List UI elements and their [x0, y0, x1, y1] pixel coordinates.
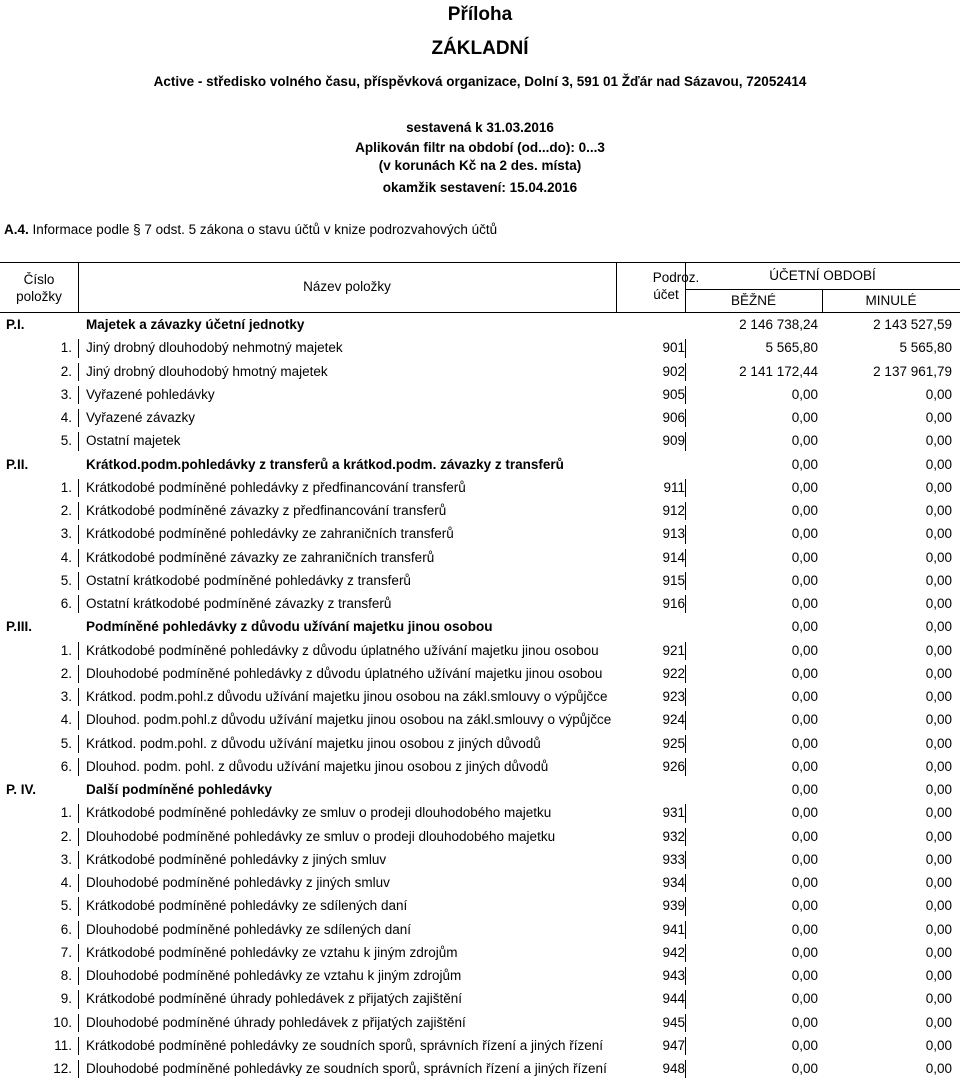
- row-name: Dlouhodobé podmíněné úhrady pohledávek z přijatých zajištění: [86, 1014, 466, 1030]
- row-number: 3.: [60, 526, 72, 542]
- row-divider: [685, 642, 686, 660]
- row-account: 939: [662, 898, 685, 914]
- row-name: Ostatní majetek: [86, 433, 181, 449]
- row-account: 948: [662, 1061, 685, 1076]
- row-name: Podmíněné pohledávky z důvodu užívání majetku jinou osobou: [86, 619, 493, 635]
- row-number: 8.: [60, 968, 72, 983]
- row-divider: [685, 874, 686, 892]
- row-previous: 0,00: [925, 1061, 952, 1076]
- row-number: 2.: [60, 828, 72, 844]
- section-code: A.4.: [4, 222, 29, 237]
- row-number: 10.: [53, 1014, 72, 1030]
- header-previous: MINULÉ: [865, 293, 917, 308]
- row-divider: [685, 479, 686, 497]
- row-account: 945: [662, 1014, 685, 1030]
- row-previous: 0,00: [925, 665, 952, 681]
- row-name: Krátkodobé podmíněné pohledávky z předfinancování transferů: [86, 479, 466, 495]
- row-number: 4.: [60, 410, 72, 425]
- header-bottom-border: [0, 312, 960, 313]
- row-name: Ostatní krátkodobé podmíněné závazky z transferů: [86, 596, 392, 611]
- row-previous: 0,00: [925, 503, 952, 518]
- row-current: 0,00: [791, 1037, 818, 1053]
- row-name: Krátkod.podm.pohledávky z transferů a krátkod.podm. závazky z transferů: [86, 456, 564, 472]
- organization-line: Active - středisko volného času, příspěvková organizace, Dolní 3, 591 01 Žďár nad Sázavou, 72052414: [153, 74, 807, 89]
- row-name: Dlouhodobé podmíněné pohledávky ze soudních sporů, správních řízení a jiných řízení: [86, 1061, 607, 1076]
- row-divider: [685, 1037, 686, 1055]
- row-account: 916: [662, 596, 685, 611]
- row-divider: [78, 944, 79, 962]
- row-previous: 5 565,80: [899, 340, 952, 356]
- row-number: 1.: [60, 805, 72, 821]
- row-divider: [685, 595, 686, 613]
- row-divider: [685, 549, 686, 567]
- row-account: 912: [662, 503, 685, 518]
- row-current: 0,00: [791, 433, 818, 449]
- row-number: 2.: [60, 503, 72, 518]
- row-current: 0,00: [791, 642, 818, 658]
- row-divider: [685, 432, 686, 450]
- row-current: 2 141 172,44: [739, 363, 818, 379]
- row-previous: 0,00: [925, 619, 952, 635]
- row-previous: 0,00: [925, 526, 952, 542]
- row-divider: [78, 1037, 79, 1055]
- row-number: 9.: [60, 991, 72, 1007]
- row-divider: [78, 479, 79, 497]
- row-account: 947: [662, 1037, 685, 1053]
- row-account: 921: [662, 642, 685, 658]
- row-number: P.III.: [6, 619, 33, 635]
- row-divider: [78, 525, 79, 543]
- row-name: Dlouhodobé podmíněné pohledávky ze smluv o prodeji dlouhodobého majetku: [86, 828, 556, 844]
- period-filter: Aplikován filtr na období (od...do): 0...3: [355, 140, 605, 155]
- row-account: 909: [662, 433, 685, 449]
- row-divider: [685, 804, 686, 822]
- row-current: 0,00: [791, 503, 818, 518]
- row-current: 0,00: [791, 689, 818, 704]
- row-divider: [78, 874, 79, 892]
- row-current: 0,00: [791, 596, 818, 611]
- row-name: Krátkodobé podmíněné pohledávky z důvodu úplatného užívání majetku jinou osobou: [86, 642, 599, 658]
- row-name: Majetek a závazky účetní jednotky: [86, 317, 305, 332]
- row-number: 5.: [60, 735, 72, 751]
- row-account: 942: [662, 944, 685, 960]
- row-divider: [685, 828, 686, 846]
- row-name: Krátkodobé podmíněné pohledávky z jiných smluv: [86, 851, 387, 867]
- row-divider: [685, 735, 686, 753]
- row-current: 0,00: [791, 665, 818, 681]
- row-number: 11.: [54, 1037, 72, 1053]
- row-divider: [685, 688, 686, 706]
- row-previous: 0,00: [925, 968, 952, 983]
- row-current: 0,00: [791, 944, 818, 960]
- row-account: 934: [662, 875, 685, 890]
- row-number: P.I.: [6, 317, 25, 332]
- row-divider: [78, 595, 79, 613]
- row-name: Krátkodobé podmíněné pohledávky ze soudních sporů, správních řízení a jiných řízení: [86, 1037, 604, 1053]
- row-divider: [685, 386, 686, 404]
- row-divider: [685, 363, 686, 381]
- row-account: 901: [662, 340, 685, 356]
- row-divider: [78, 804, 79, 822]
- row-account: 911: [663, 479, 685, 495]
- row-name: Krátkodobé podmíněné úhrady pohledávek z přijatých zajištění: [86, 991, 462, 1007]
- row-divider: [78, 711, 79, 729]
- row-previous: 0,00: [925, 851, 952, 867]
- row-current: 0,00: [791, 898, 818, 914]
- row-divider: [685, 409, 686, 427]
- row-previous: 0,00: [925, 828, 952, 844]
- header-account-line1: Podroz.: [652, 270, 700, 285]
- row-current: 0,00: [791, 875, 818, 890]
- row-account: 925: [662, 735, 685, 751]
- row-number: 5.: [60, 433, 72, 449]
- row-divider: [78, 363, 79, 381]
- row-current: 5 565,80: [765, 340, 818, 356]
- row-name: Vyřazené závazky: [86, 410, 196, 425]
- header-current: BĚŽNÉ: [730, 293, 776, 308]
- row-previous: 0,00: [925, 898, 952, 914]
- row-divider: [78, 665, 79, 683]
- row-current: 0,00: [791, 479, 818, 495]
- row-account: 933: [662, 851, 685, 867]
- row-number: 5.: [60, 898, 72, 914]
- row-number: 4.: [60, 712, 72, 728]
- row-divider: [685, 990, 686, 1008]
- row-current: 0,00: [791, 619, 818, 635]
- row-current: 0,00: [791, 921, 818, 937]
- row-number: P. IV.: [6, 782, 37, 797]
- row-previous: 0,00: [925, 1037, 952, 1053]
- row-name: Krátkod. podm.pohl. z důvodu užívání majetku jinou osobou z jiných důvodů: [86, 735, 541, 751]
- row-previous: 0,00: [925, 875, 952, 890]
- row-number: 1.: [60, 642, 72, 658]
- row-previous: 0,00: [925, 479, 952, 495]
- row-previous: 0,00: [925, 782, 952, 797]
- row-number: 1.: [60, 479, 72, 495]
- row-divider: [78, 502, 79, 520]
- section-text-after: 7 odst. 5 zákona o stavu účtů v knize podrozvahových účtů: [144, 222, 498, 237]
- row-number: 6.: [60, 758, 72, 774]
- row-divider: [78, 572, 79, 590]
- row-previous: 2 137 961,79: [873, 363, 952, 379]
- row-current: 0,00: [791, 758, 818, 774]
- row-name: Vyřazené pohledávky: [86, 386, 215, 402]
- row-number: 3.: [60, 689, 72, 704]
- row-name: Krátkodobé podmíněné pohledávky ze smluv o prodeji dlouhodobého majetku: [86, 805, 552, 821]
- row-current: 0,00: [791, 735, 818, 751]
- row-account: 932: [662, 828, 685, 844]
- row-number: 2.: [60, 665, 72, 681]
- row-previous: 0,00: [925, 572, 952, 588]
- section-heading: [4, 222, 497, 237]
- row-account: 944: [662, 991, 685, 1007]
- row-number: 4.: [60, 875, 72, 890]
- row-number: 7.: [60, 944, 72, 960]
- row-current: 0,00: [791, 712, 818, 728]
- row-current: 0,00: [791, 549, 818, 565]
- row-divider: [685, 711, 686, 729]
- row-current: 0,00: [791, 851, 818, 867]
- row-number: P.II.: [6, 456, 29, 472]
- row-current: 0,00: [791, 968, 818, 983]
- row-divider: [685, 967, 686, 985]
- row-name: Ostatní krátkodobé podmíněné pohledávky z transferů: [86, 572, 411, 588]
- row-divider: [685, 502, 686, 520]
- row-previous: 0,00: [925, 991, 952, 1007]
- row-divider: [78, 990, 79, 1008]
- row-previous: 0,00: [925, 921, 952, 937]
- row-previous: 0,00: [925, 549, 952, 565]
- header-name: Název položky: [303, 279, 391, 294]
- row-name: Dlouhodobé podmíněné pohledávky ze vztahu k jiným zdrojům: [86, 968, 462, 983]
- row-number: 4.: [60, 549, 72, 565]
- row-divider: [78, 828, 79, 846]
- document-title: Příloha: [447, 4, 513, 25]
- row-current: 0,00: [791, 456, 818, 472]
- row-previous: 0,00: [925, 735, 952, 751]
- header-number-line1: Číslo: [23, 272, 55, 287]
- row-account: 923: [662, 689, 685, 704]
- row-divider: [685, 897, 686, 915]
- row-divider: [685, 944, 686, 962]
- row-name: Krátkodobé podmíněné závazky z předfinancování transferů: [86, 503, 447, 518]
- row-name: Dlouhod. podm.pohl.z důvodu užívání majetku jinou osobou na zákl.smlouvy o výpůjčce: [86, 712, 612, 728]
- row-divider: [685, 665, 686, 683]
- row-number: 5.: [60, 572, 72, 588]
- row-divider: [78, 432, 79, 450]
- header-account-line2: účet: [653, 287, 679, 302]
- row-name: Dlouhodobé podmíněné pohledávky z důvodu úplatného užívání majetku jinou osobou: [86, 665, 603, 681]
- row-number: 12.: [53, 1061, 72, 1076]
- row-divider: [78, 897, 79, 915]
- row-divider: [78, 409, 79, 427]
- row-divider: [685, 572, 686, 590]
- row-divider: [78, 339, 79, 357]
- header-number-line2: položky: [16, 289, 62, 304]
- row-current: 0,00: [791, 1014, 818, 1030]
- row-number: 6.: [60, 921, 72, 937]
- row-current: 0,00: [791, 386, 818, 402]
- row-number: 1.: [60, 340, 72, 356]
- document-subtitle: ZÁKLADNÍ: [431, 38, 529, 59]
- row-divider: [685, 525, 686, 543]
- row-name: Dlouhod. podm. pohl. z důvodu užívání majetku jinou osobou z jiných důvodů: [86, 758, 549, 774]
- row-number: 3.: [60, 851, 72, 867]
- row-number: 2.: [60, 363, 72, 379]
- row-divider: [685, 921, 686, 939]
- row-account: 914: [662, 549, 685, 565]
- row-previous: 0,00: [925, 805, 952, 821]
- row-current: 0,00: [791, 410, 818, 425]
- row-current: 0,00: [791, 572, 818, 588]
- row-previous: 0,00: [925, 642, 952, 658]
- row-previous: 0,00: [925, 386, 952, 402]
- row-account: 906: [662, 410, 685, 425]
- row-current: 0,00: [791, 991, 818, 1007]
- row-number: 6.: [60, 596, 72, 611]
- section-text-before: Informace podle: [32, 222, 130, 237]
- compilation-moment: okamžik sestavení: 15.04.2016: [382, 180, 578, 195]
- row-previous: 0,00: [925, 410, 952, 425]
- row-current: 0,00: [791, 805, 818, 821]
- row-previous: 0,00: [925, 456, 952, 472]
- row-number: 3.: [60, 386, 72, 402]
- row-divider: [685, 851, 686, 869]
- row-divider: [685, 1014, 686, 1032]
- row-previous: 0,00: [925, 944, 952, 960]
- row-name: Dlouhodobé podmíněné pohledávky ze sdílených daní: [86, 921, 411, 937]
- row-divider: [78, 735, 79, 753]
- row-divider: [78, 642, 79, 660]
- row-previous: 0,00: [925, 712, 952, 728]
- row-account: 931: [662, 805, 685, 821]
- row-divider: [78, 386, 79, 404]
- row-account: 941: [662, 921, 685, 937]
- row-previous: 0,00: [925, 1014, 952, 1030]
- row-account: 915: [662, 572, 685, 588]
- row-divider: [685, 1060, 686, 1078]
- header-period: ÚČETNÍ OBDOBÍ: [769, 268, 876, 283]
- row-divider: [78, 921, 79, 939]
- row-name: Krátkodobé podmíněné pohledávky ze vztahu k jiným zdrojům: [86, 944, 458, 960]
- row-account: 913: [662, 526, 685, 542]
- row-previous: 0,00: [925, 689, 952, 704]
- row-current: 2 146 738,24: [739, 317, 818, 332]
- row-current: 0,00: [791, 526, 818, 542]
- row-previous: 2 143 527,59: [873, 317, 952, 332]
- row-divider: [685, 758, 686, 776]
- row-divider: [78, 688, 79, 706]
- row-previous: 0,00: [925, 758, 952, 774]
- row-account: 922: [662, 665, 685, 681]
- row-current: 0,00: [791, 1061, 818, 1076]
- row-name: Jiný drobný dlouhodobý nehmotný majetek: [86, 340, 343, 356]
- row-account: 943: [662, 968, 685, 983]
- header-top-border: [0, 262, 960, 263]
- row-name: Jiný drobný dlouhodobý hmotný majetek: [86, 363, 328, 379]
- paragraph-icon: §: [133, 222, 141, 237]
- row-name: Dlouhodobé podmíněné pohledávky z jiných smluv: [86, 875, 390, 890]
- row-divider: [78, 1014, 79, 1032]
- row-account: 926: [662, 758, 685, 774]
- row-name: Krátkodobé podmíněné pohledávky ze zahraničních transferů: [86, 526, 454, 542]
- row-current: 0,00: [791, 828, 818, 844]
- row-divider: [78, 1060, 79, 1078]
- row-account: 924: [662, 712, 685, 728]
- row-divider: [78, 851, 79, 869]
- row-name: Krátkod. podm.pohl.z důvodu užívání majetku jinou osobou na zákl.smlouvy o výpůjčce: [86, 689, 608, 704]
- row-divider: [685, 339, 686, 357]
- row-name: Krátkodobé podmíněné pohledávky ze sdílených daní: [86, 898, 408, 914]
- row-current: 0,00: [791, 782, 818, 797]
- row-divider: [78, 549, 79, 567]
- row-previous: 0,00: [925, 596, 952, 611]
- row-name: Další podmíněné pohledávky: [86, 782, 273, 797]
- row-account: 902: [662, 363, 685, 379]
- row-name: Krátkodobé podmíněné závazky ze zahraničních transferů: [86, 549, 435, 565]
- row-divider: [78, 758, 79, 776]
- row-account: 905: [662, 386, 685, 402]
- row-divider: [78, 967, 79, 985]
- row-previous: 0,00: [925, 433, 952, 449]
- currency-units: (v korunách Kč na 2 des. místa): [378, 158, 582, 173]
- compiled-date: sestavená k 31.03.2016: [406, 120, 554, 135]
